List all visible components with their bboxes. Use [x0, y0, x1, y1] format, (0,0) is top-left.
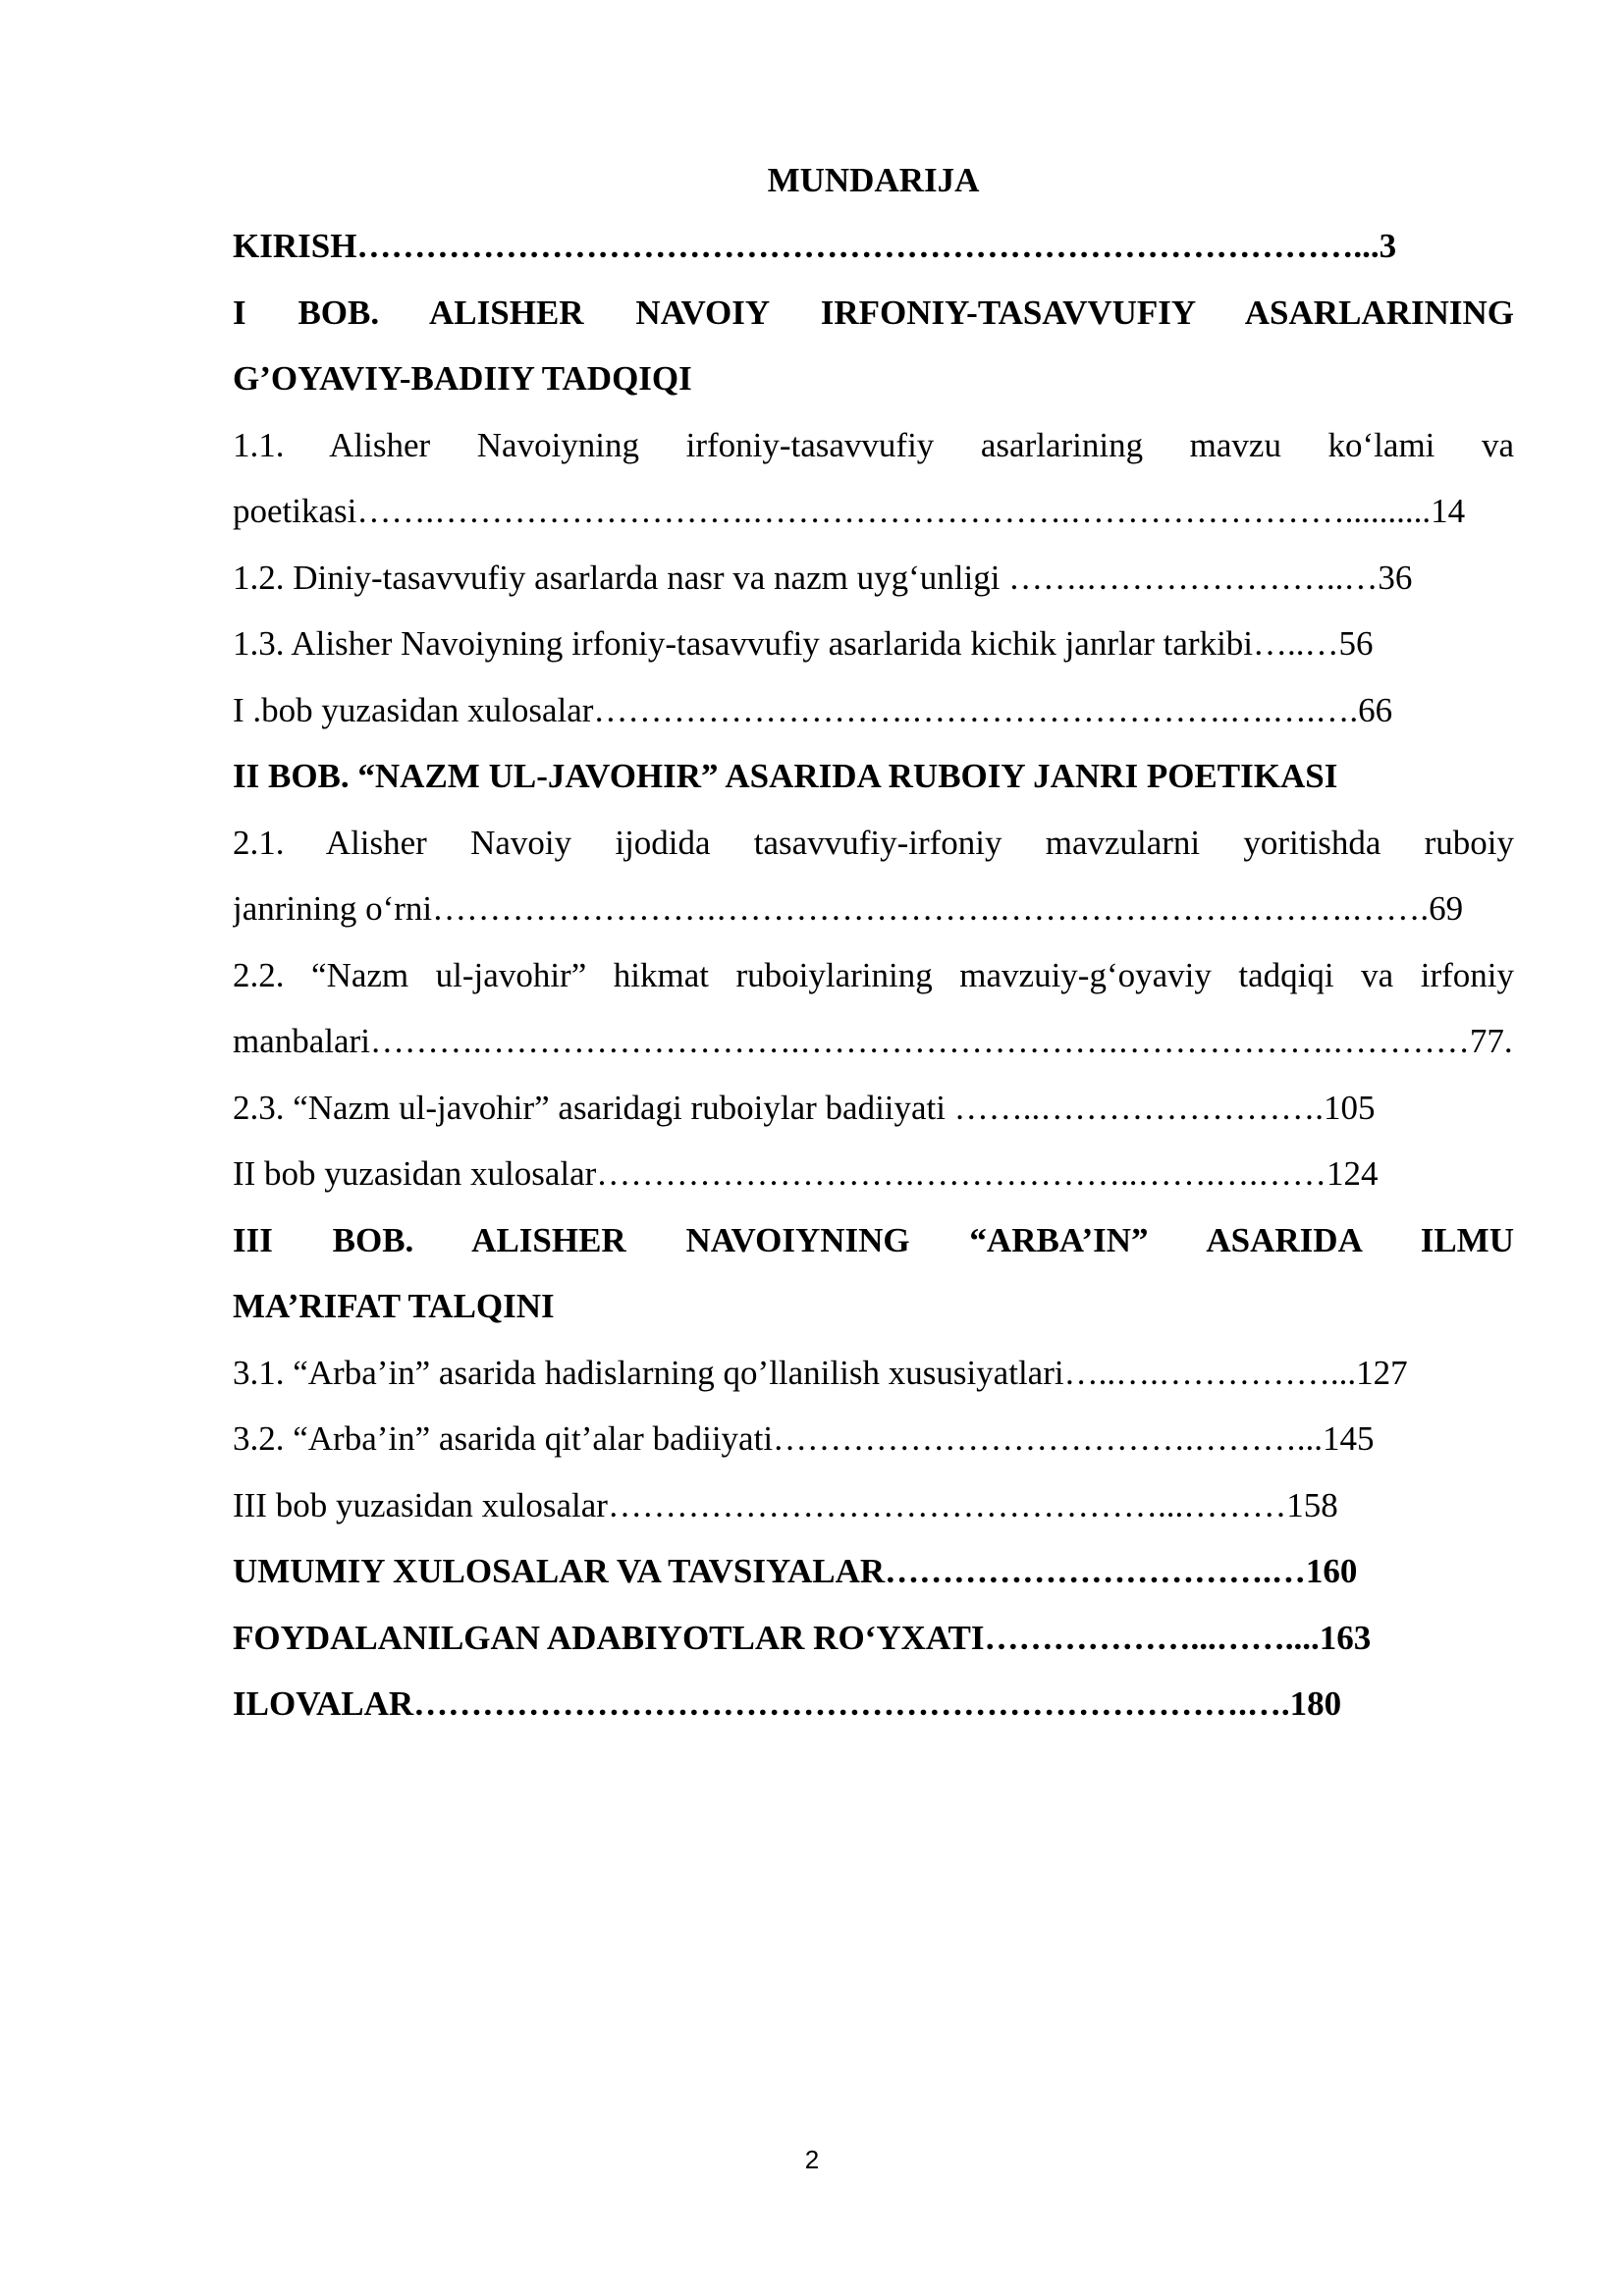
toc-entry-line: MA’RIFAT TALQINI — [233, 1287, 555, 1325]
toc-entry — [233, 677, 1514, 744]
toc-entry — [233, 545, 1514, 612]
toc-entry — [233, 1406, 1514, 1472]
toc-entry-line: janrining o‘rni…………………….…………………….………………………….…….69 — [233, 889, 1464, 928]
toc-entry-line: 2.1. Alisher Navoiy ijodida tasavvufiy-irfoniy mavzularni yoritishda ruboiy — [233, 823, 1514, 862]
toc-entry-line: II bob yuzasidan xulosalar……………………….………………..…….….……124 — [233, 1154, 1379, 1193]
toc-entry — [233, 1671, 1514, 1737]
toc-entry-line: 2.2. “Nazm ul-javohir” hikmat ruboiylarining mavzuiy-g‘oyaviy tadqiqi va irfoniy — [233, 955, 1514, 994]
toc-entry — [233, 213, 1514, 280]
table-of-contents — [233, 147, 1514, 1737]
toc-entry-line: III BOB. ALISHER NAVOIYNING “ARBA’IN” ASARIDA ILMU — [233, 1220, 1514, 1259]
toc-entry-line: I BOB. ALISHER NAVOIY IRFONIY-TASAVVUFIY ASARLARINING — [233, 293, 1514, 332]
toc-entry-line: manbalari……….……………………….……………………….……………….…………77. — [233, 1022, 1513, 1060]
toc-entry-line: II BOB. “NAZM UL-JAVOHIR” ASARIDA RUBOIY JANRI POETIKASI — [233, 757, 1338, 795]
toc-entry — [233, 611, 1514, 677]
toc-entry-line: FOYDALANILGAN ADABIYOTLAR RO‘YXATI………………...……....163 — [233, 1618, 1372, 1657]
toc-entry — [233, 1340, 1514, 1407]
toc-entries — [233, 213, 1514, 1737]
toc-entry — [233, 1605, 1514, 1672]
toc-entry — [233, 1538, 1514, 1605]
toc-entry-line: poetikasi…….……………………….……………………….……………………..........14 — [233, 492, 1466, 530]
toc-entry — [233, 810, 1514, 942]
toc-entry — [233, 1472, 1514, 1539]
page-number: 2 — [804, 2145, 820, 2174]
toc-entry-line: KIRISH……………………………………………………………………………...3 — [233, 227, 1397, 265]
toc-entry-line: G’OYAVIY-BADIIY TADQIQI — [233, 359, 692, 398]
toc-entry-line: 3.2. “Arba’in” asarida qit’alar badiiyati……………………………….………...145 — [233, 1419, 1375, 1458]
toc-entry — [233, 1207, 1514, 1340]
toc-entry-line: ILOVALAR……………………………………………………………….….180 — [233, 1684, 1342, 1723]
toc-entry — [233, 1141, 1514, 1207]
toc-entry — [233, 942, 1514, 1075]
toc-entry-line: 1.1. Alisher Navoiyning irfoniy-tasavvufiy asarlarining mavzu ko‘lami va — [233, 425, 1514, 464]
toc-entry-line: 1.2. Diniy-tasavvufiy asarlarda nasr va nazm uyg‘unligi …….…………………..…36 — [233, 558, 1413, 597]
toc-entry-line: 1.3. Alisher Navoiyning irfoniy-tasavvufiy asarlarida kichik janrlar tarkibi…..…56 — [233, 624, 1374, 663]
toc-entry-line: UMUMIY XULOSALAR VA TAVSIYALAR…………………………….…160 — [233, 1552, 1358, 1590]
toc-entry-line: 2.3. “Nazm ul-javohir” asaridagi ruboiylar badiiyati ……..…………………….105 — [233, 1088, 1376, 1127]
toc-entry-line: I .bob yuzasidan xulosalar……………………….……………………….….….….66 — [233, 690, 1393, 729]
toc-entry-line: III bob yuzasidan xulosalar…………………………………………...………158 — [233, 1485, 1338, 1524]
toc-entry — [233, 412, 1514, 545]
toc-entry — [233, 743, 1514, 810]
toc-entry — [233, 1075, 1514, 1142]
toc-entry-line: 3.1. “Arba’in” asarida hadislarning qo’llanilish xususiyatlari…..….……………...127 — [233, 1353, 1408, 1392]
toc-title: MUNDARIJA — [767, 161, 980, 199]
toc-entry — [233, 280, 1514, 412]
